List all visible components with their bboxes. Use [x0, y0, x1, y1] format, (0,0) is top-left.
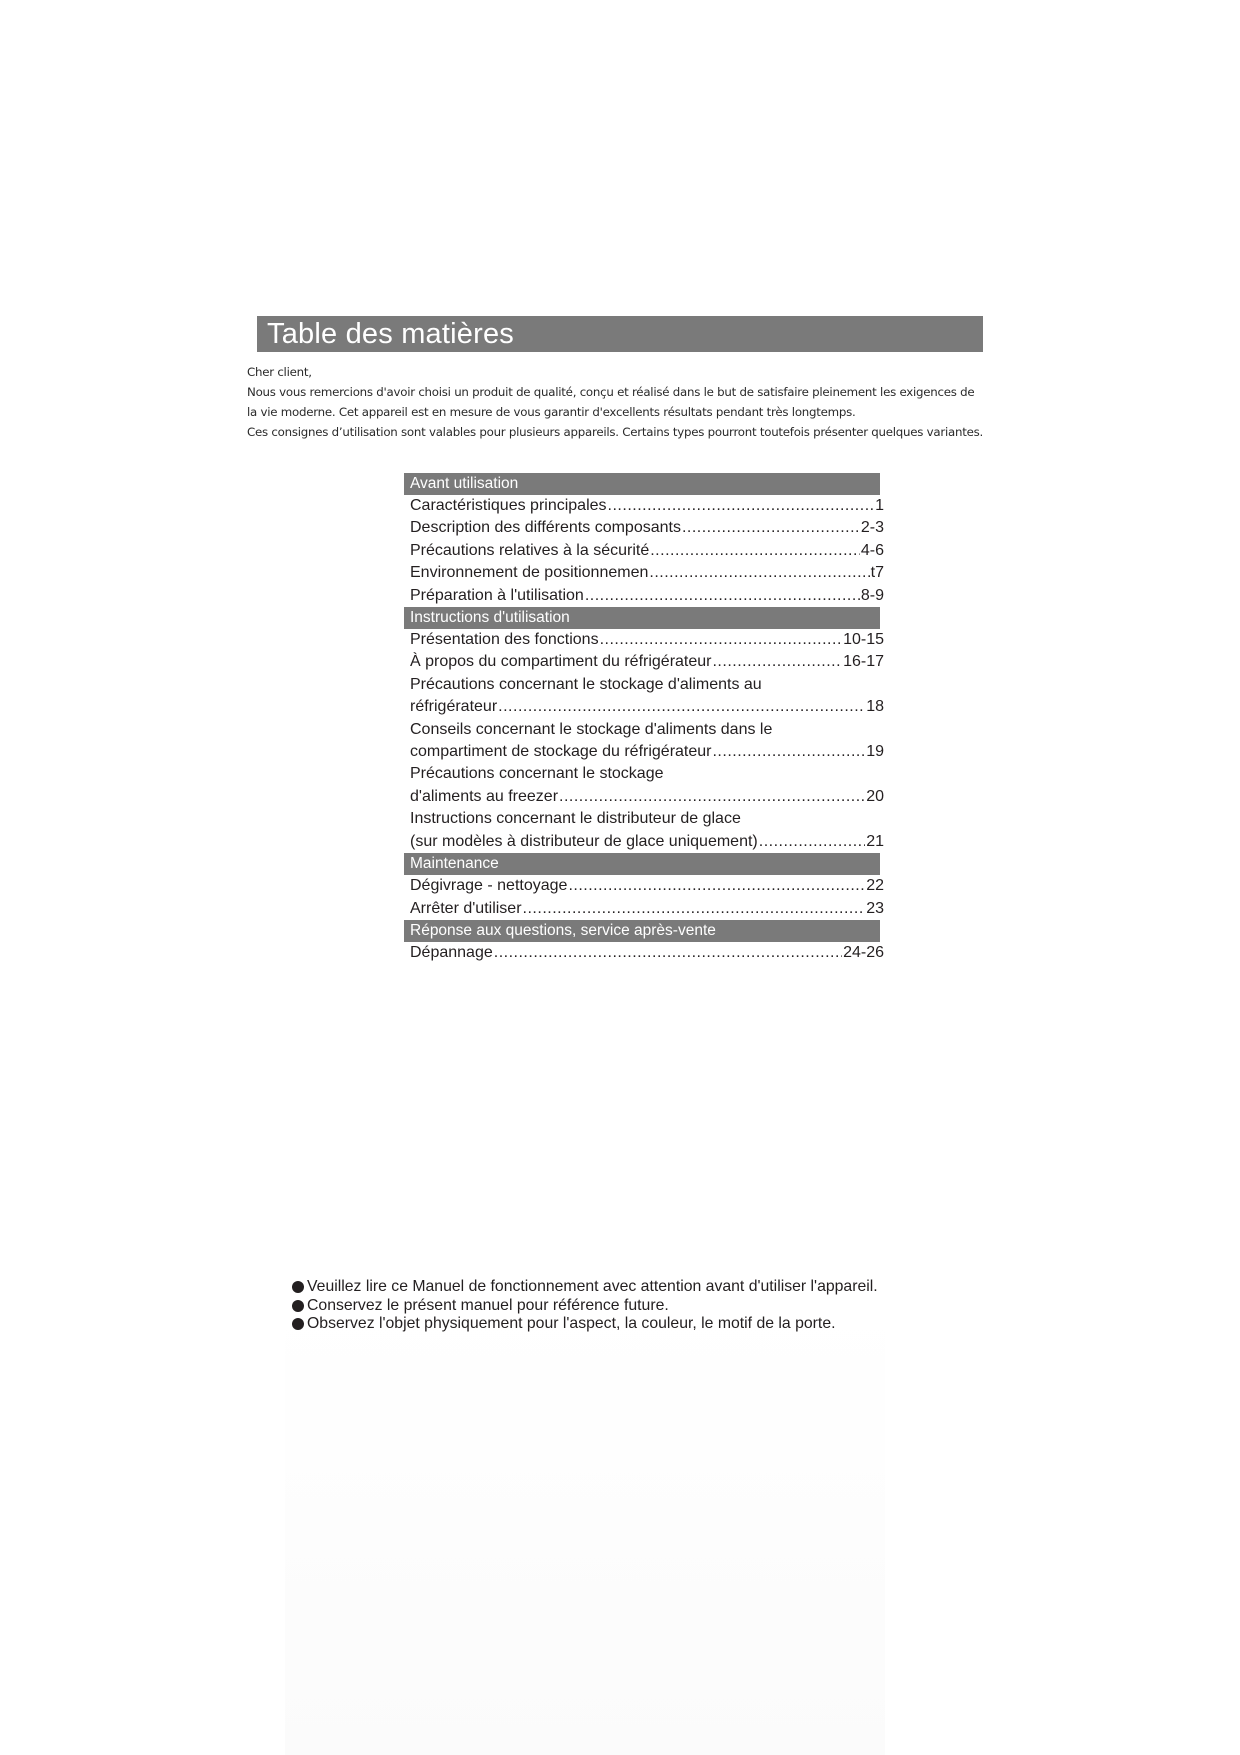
- toc-entry-page: 22: [866, 877, 884, 895]
- note-item: [292, 1315, 992, 1334]
- toc-entry-first-line[interactable]: Instructions concernant le distributeur de glace: [410, 810, 741, 828]
- intro-line: Ces consignes d’utilisation sont valables pour plusieurs appareils. Certains types pourront toutefois présenter quelques variantes.: [247, 425, 983, 439]
- toc-entry[interactable]: [404, 831, 884, 853]
- toc-entry-label: Préparation à l'utilisation: [410, 586, 584, 604]
- toc-entry[interactable]: [404, 942, 884, 964]
- note-text: Conservez le présent manuel pour référence future.: [307, 1296, 669, 1314]
- bullet-icon: [292, 1281, 304, 1293]
- page-background-fade: [285, 1300, 885, 1755]
- toc-section-heading: Réponse aux questions, service après-vente: [404, 920, 880, 942]
- toc-entry-first-line[interactable]: Conseils concernant le stockage d'aliments dans le: [410, 720, 773, 738]
- intro-text: [247, 362, 1007, 442]
- toc-entry-label: Dégivrage - nettoyage: [410, 877, 568, 895]
- toc-entry-page: t7: [870, 564, 884, 582]
- toc-entry-label: Arrêter d'utiliser: [410, 899, 522, 917]
- dot-leader: [759, 831, 865, 853]
- usage-notes: [292, 1278, 992, 1334]
- toc-entry[interactable]: [404, 495, 884, 517]
- toc-entry-label: d'aliments au freezer: [410, 787, 559, 805]
- toc-entry-first-line[interactable]: Précautions concernant le stockage: [410, 765, 664, 783]
- toc-entry-label: compartiment de stockage du réfrigérateur: [410, 743, 712, 761]
- toc-entry[interactable]: [404, 540, 884, 562]
- toc-section-heading: Avant utilisation: [404, 473, 880, 495]
- toc-entry[interactable]: [404, 741, 884, 763]
- dot-leader: [568, 875, 865, 897]
- intro-line: Nous vous remercions d'avoir choisi un produit de qualité, conçu et réalisé dans le but de satisfaire pleinement les exigences de: [247, 385, 975, 399]
- toc-entry[interactable]: [404, 786, 884, 808]
- dot-leader: [523, 898, 866, 920]
- note-text: Veuillez lire ce Manuel de fonctionnement avec attention avant d'utiliser l'appareil.: [307, 1278, 878, 1295]
- intro-greeting: Cher client,: [247, 365, 312, 379]
- toc-entry-label: Dépannage: [410, 943, 493, 961]
- toc-entry-label: Précautions relatives à la sécurité: [410, 541, 650, 559]
- dot-leader: [608, 495, 875, 517]
- toc-entry-page: 16-17: [843, 653, 884, 671]
- toc-entry[interactable]: [404, 562, 884, 584]
- dot-leader: [600, 629, 843, 651]
- dot-leader: [559, 786, 865, 808]
- toc-entry-label: (sur modèles à distributeur de glace uniquement): [410, 832, 758, 850]
- toc-entry-label: Description des différents composants: [410, 519, 681, 537]
- toc-entry-page: 18: [866, 698, 884, 716]
- toc-entry-label: Environnement de positionnemen: [410, 564, 649, 582]
- toc-entry[interactable]: [404, 696, 884, 718]
- toc-entry-label: À propos du compartiment du réfrigérateur: [410, 653, 712, 671]
- note-item: [292, 1297, 992, 1316]
- toc-entry[interactable]: [404, 629, 884, 651]
- toc-entry-page: 19: [866, 743, 884, 761]
- bullet-icon: [292, 1300, 304, 1312]
- dot-leader: [682, 517, 860, 539]
- toc-entry-label: Caractéristiques principales: [410, 497, 607, 514]
- dot-leader: [650, 540, 860, 562]
- dot-leader: [585, 585, 860, 607]
- toc-entry-page: 21: [866, 832, 884, 850]
- page-title: Table des matières: [267, 318, 514, 350]
- table-of-contents: [404, 473, 884, 964]
- dot-leader: [712, 741, 865, 763]
- bullet-icon: [292, 1318, 304, 1330]
- toc-entry-page: 10-15: [843, 631, 884, 649]
- toc-entry-label: Présentation des fonctions: [410, 631, 599, 649]
- toc-entry-page: 4-6: [860, 541, 884, 559]
- title-bar: [257, 316, 983, 352]
- dot-leader: [494, 942, 842, 964]
- toc-entry-page: 1: [875, 497, 884, 514]
- intro-line: la vie moderne. Cet appareil est en mesure de vous garantir d'excellents résultats pendant très longtemps.: [247, 405, 856, 419]
- toc-entry-page: 8-9: [860, 586, 884, 604]
- toc-entry-page: 2-3: [860, 519, 884, 537]
- toc-section-heading: Maintenance: [404, 853, 880, 875]
- dot-leader: [649, 562, 869, 584]
- dot-leader: [712, 651, 842, 673]
- toc-entry[interactable]: [404, 585, 884, 607]
- dot-leader: [498, 696, 865, 718]
- toc-entry[interactable]: [404, 651, 884, 673]
- note-text: Observez l'objet physiquement pour l'aspect, la couleur, le motif de la porte.: [307, 1315, 836, 1333]
- note-item: [292, 1278, 992, 1297]
- toc-entry-page: 20: [866, 787, 884, 805]
- toc-entry-page: 23: [866, 899, 884, 917]
- toc-entry[interactable]: [404, 517, 884, 539]
- toc-entry[interactable]: [404, 898, 884, 920]
- toc-entry-label: réfrigérateur: [410, 698, 498, 716]
- toc-entry-first-line[interactable]: Précautions concernant le stockage d'aliments au: [410, 675, 762, 693]
- toc-entry-page: 24-26: [843, 943, 884, 961]
- toc-section-heading: Instructions d'utilisation: [404, 607, 880, 629]
- toc-entry[interactable]: [404, 875, 884, 897]
